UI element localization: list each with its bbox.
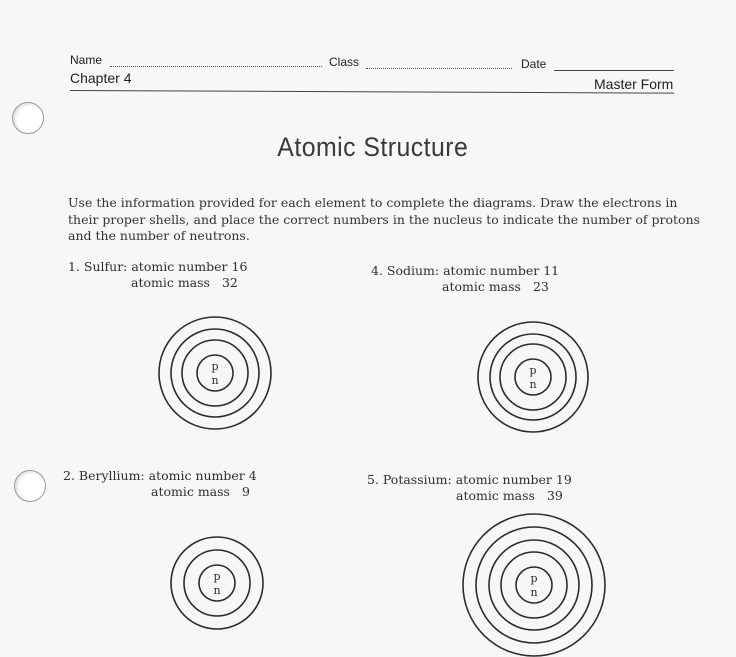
element-beryllium-info: [63, 468, 257, 500]
class-field[interactable]: [366, 68, 512, 69]
sulfur-atom-diagram[interactable]: [155, 314, 275, 434]
beryllium-atom-diagram[interactable]: [167, 535, 267, 635]
header-divider: [70, 90, 674, 94]
sulfur-atomic-mass-label: atomic mass: [131, 275, 210, 290]
potassium-atom-diagram[interactable]: [459, 507, 609, 657]
beryllium-atomic-number-value: 4: [248, 468, 257, 483]
instructions-line-3: and the number of neutrons.: [68, 228, 250, 243]
binder-hole-middle: [14, 470, 46, 502]
sulfur-atomic-number-label: atomic number: [131, 259, 228, 274]
sodium-number-row: [371, 263, 559, 279]
sodium-atomic-mass-label: atomic mass: [442, 279, 521, 294]
beryllium-mass-row: [63, 484, 257, 500]
potassium-neutrons-label: n: [530, 586, 538, 599]
sodium-atomic-number-value: 11: [543, 263, 560, 278]
sodium-atomic-number-label: atomic number: [443, 263, 540, 278]
beryllium-neutrons-label: n: [213, 584, 221, 597]
sodium-shell-3: [478, 322, 588, 432]
potassium-protons-label: p: [530, 572, 538, 585]
beryllium-atomic-number-label: atomic number: [148, 468, 245, 483]
sulfur-neutrons-label: n: [211, 374, 219, 387]
potassium-shell-3: [476, 527, 592, 643]
sulfur-atomic-mass-value: 32: [221, 275, 238, 290]
beryllium-heading: 2. Beryllium:: [63, 468, 145, 483]
instructions-line-1: Use the information provided for each element to complete the diagrams. Draw the electrons in: [68, 195, 678, 210]
potassium-atomic-mass-value: 39: [546, 488, 563, 503]
potassium-heading: 5. Potassium:: [367, 472, 452, 487]
master-form-label: Master Form: [594, 76, 674, 92]
sulfur-heading: 1. Sulfur:: [68, 259, 128, 274]
sulfur-shell-1: [182, 340, 248, 406]
sulfur-protons-label: p: [211, 360, 219, 373]
element-sodium-info: [371, 263, 559, 295]
beryllium-atomic-mass-value: 9: [241, 484, 250, 499]
potassium-shell-4: [463, 514, 605, 656]
sulfur-mass-row: [68, 275, 247, 291]
potassium-shell-1: [501, 552, 567, 618]
binder-hole-top: [12, 102, 44, 134]
sodium-atom-diagram[interactable]: [473, 318, 593, 438]
beryllium-atomic-mass-label: atomic mass: [151, 484, 230, 499]
potassium-atomic-mass-label: atomic mass: [456, 488, 535, 503]
date-field[interactable]: [554, 70, 674, 71]
sulfur-shell-2: [171, 329, 259, 417]
sulfur-atomic-number-value: 16: [231, 259, 248, 274]
potassium-mass-row: [367, 488, 572, 504]
instructions-line-2: their proper shells, and place the correct numbers in the nucleus to indicate the number of protons: [68, 211, 701, 227]
class-label: Class: [329, 55, 360, 69]
element-potassium-info: [367, 472, 572, 504]
sodium-heading: 4. Sodium:: [371, 263, 440, 278]
sodium-shell-1: [500, 344, 566, 410]
sulfur-number-row: [68, 259, 247, 275]
sodium-mass-row: [371, 279, 559, 295]
sodium-neutrons-label: n: [529, 378, 537, 391]
name-label: Name: [70, 53, 103, 67]
beryllium-protons-label: p: [213, 570, 221, 583]
worksheet-title: Atomic Structure: [277, 132, 469, 162]
sodium-atomic-mass-value: 23: [532, 279, 549, 294]
chapter-label: Chapter 4: [70, 70, 132, 86]
element-sulfur-info: [68, 259, 247, 291]
date-label: Date: [521, 57, 547, 71]
sodium-shell-2: [490, 334, 576, 420]
name-field[interactable]: [110, 66, 322, 67]
sodium-protons-label: p: [529, 364, 537, 377]
potassium-atomic-number-label: atomic number: [455, 472, 552, 487]
instructions: [68, 195, 701, 245]
beryllium-number-row: [63, 468, 257, 484]
potassium-number-row: [367, 472, 572, 488]
potassium-shell-2: [489, 540, 579, 630]
sulfur-shell-3: [159, 317, 271, 429]
beryllium-shell-1: [184, 550, 250, 616]
potassium-atomic-number-value: 19: [555, 472, 572, 487]
